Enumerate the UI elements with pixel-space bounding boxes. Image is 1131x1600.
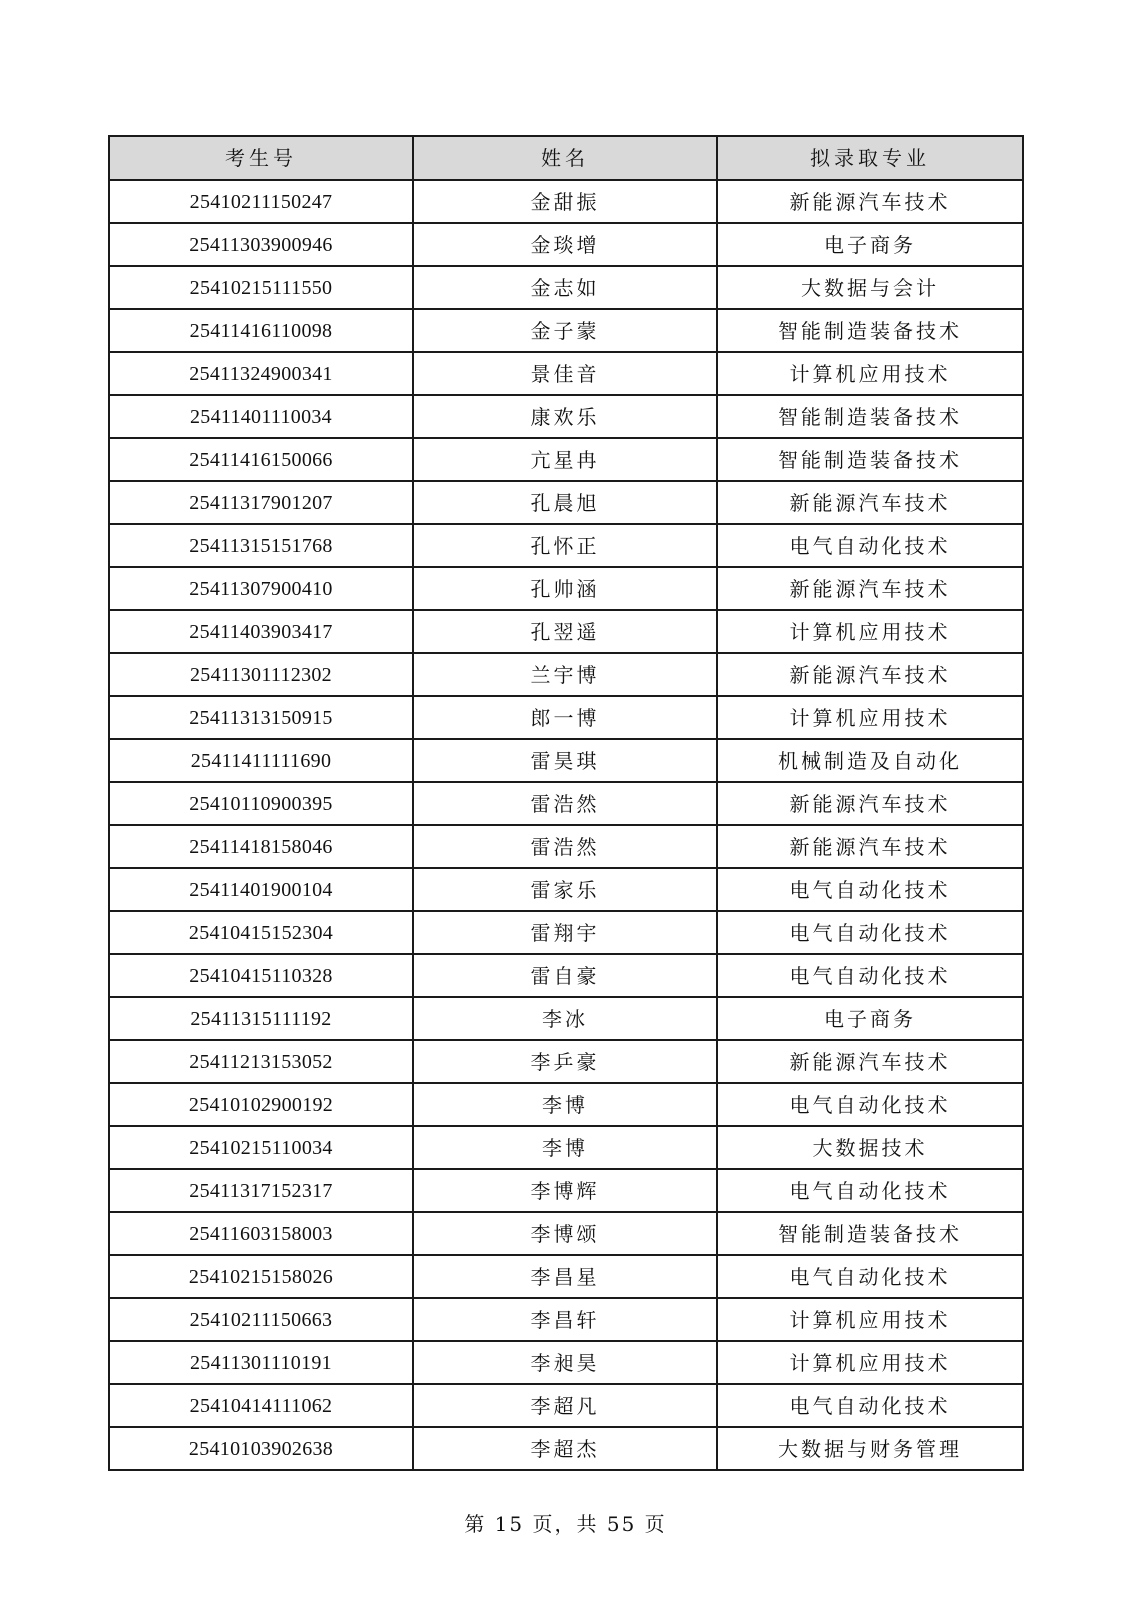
candidate-id-cell: 25411301112302 xyxy=(109,653,413,696)
major-cell: 智能制造装备技术 xyxy=(717,395,1023,438)
table-row xyxy=(109,223,1023,266)
major-cell: 电气自动化技术 xyxy=(717,868,1023,911)
candidate-id-cell: 25410215111550 xyxy=(109,266,413,309)
major-cell: 电气自动化技术 xyxy=(717,1384,1023,1427)
table-row xyxy=(109,1255,1023,1298)
student-name-cell: 李博 xyxy=(413,1083,717,1126)
header-candidate-id: 考生号 xyxy=(109,136,413,180)
major-cell: 智能制造装备技术 xyxy=(717,1212,1023,1255)
major-cell: 电气自动化技术 xyxy=(717,954,1023,997)
candidate-id-cell: 25410211150247 xyxy=(109,180,413,223)
candidate-id-cell: 25411303900946 xyxy=(109,223,413,266)
major-cell: 电子商务 xyxy=(717,223,1023,266)
table-row xyxy=(109,180,1023,223)
student-name-cell: 兰宇博 xyxy=(413,653,717,696)
major-cell: 新能源汽车技术 xyxy=(717,481,1023,524)
header-major: 拟录取专业 xyxy=(717,136,1023,180)
table-row xyxy=(109,1083,1023,1126)
table-row xyxy=(109,653,1023,696)
candidate-id-cell: 25411324900341 xyxy=(109,352,413,395)
major-cell: 新能源汽车技术 xyxy=(717,653,1023,696)
student-name-cell: 雷浩然 xyxy=(413,825,717,868)
table-row xyxy=(109,395,1023,438)
table-row xyxy=(109,1040,1023,1083)
candidate-id-cell: 25411315151768 xyxy=(109,524,413,567)
header-row xyxy=(109,136,1023,180)
table-row xyxy=(109,1126,1023,1169)
candidate-id-cell: 25411317152317 xyxy=(109,1169,413,1212)
candidate-id-cell: 25410414111062 xyxy=(109,1384,413,1427)
candidate-id-cell: 25411213153052 xyxy=(109,1040,413,1083)
table-row xyxy=(109,782,1023,825)
student-name-cell: 李博辉 xyxy=(413,1169,717,1212)
candidate-id-cell: 25410110900395 xyxy=(109,782,413,825)
student-name-cell: 李乒豪 xyxy=(413,1040,717,1083)
table-row xyxy=(109,567,1023,610)
table-row xyxy=(109,868,1023,911)
major-cell: 电气自动化技术 xyxy=(717,1255,1023,1298)
major-cell: 大数据与会计 xyxy=(717,266,1023,309)
major-cell: 电气自动化技术 xyxy=(717,524,1023,567)
major-cell: 智能制造装备技术 xyxy=(717,309,1023,352)
student-name-cell: 孔翌遥 xyxy=(413,610,717,653)
student-name-cell: 李超杰 xyxy=(413,1427,717,1470)
table-row xyxy=(109,825,1023,868)
major-cell: 电气自动化技术 xyxy=(717,911,1023,954)
student-name-cell: 孔怀正 xyxy=(413,524,717,567)
major-cell: 大数据与财务管理 xyxy=(717,1427,1023,1470)
candidate-id-cell: 25411315111192 xyxy=(109,997,413,1040)
major-cell: 计算机应用技术 xyxy=(717,610,1023,653)
candidate-id-cell: 25410215158026 xyxy=(109,1255,413,1298)
table-header xyxy=(109,136,1023,180)
candidate-id-cell: 25410103902638 xyxy=(109,1427,413,1470)
table-row xyxy=(109,1341,1023,1384)
table-row xyxy=(109,610,1023,653)
student-name-cell: 亢星冉 xyxy=(413,438,717,481)
student-name-cell: 雷昊琪 xyxy=(413,739,717,782)
student-name-cell: 李昌轩 xyxy=(413,1298,717,1341)
major-cell: 新能源汽车技术 xyxy=(717,1040,1023,1083)
candidate-id-cell: 25411307900410 xyxy=(109,567,413,610)
student-name-cell: 孔帅涵 xyxy=(413,567,717,610)
student-name-cell: 雷浩然 xyxy=(413,782,717,825)
student-name-cell: 雷翔宇 xyxy=(413,911,717,954)
student-name-cell: 康欢乐 xyxy=(413,395,717,438)
table-row xyxy=(109,438,1023,481)
student-name-cell: 景佳音 xyxy=(413,352,717,395)
student-name-cell: 金琰增 xyxy=(413,223,717,266)
table-row xyxy=(109,524,1023,567)
student-name-cell: 李昶昊 xyxy=(413,1341,717,1384)
table-row xyxy=(109,1169,1023,1212)
candidate-id-cell: 25411418158046 xyxy=(109,825,413,868)
table-row xyxy=(109,696,1023,739)
table-row xyxy=(109,1384,1023,1427)
student-name-cell: 金子蒙 xyxy=(413,309,717,352)
candidate-id-cell: 25410211150663 xyxy=(109,1298,413,1341)
table-row xyxy=(109,481,1023,524)
table-body xyxy=(109,180,1023,1470)
major-cell: 智能制造装备技术 xyxy=(717,438,1023,481)
major-cell: 电子商务 xyxy=(717,997,1023,1040)
major-cell: 计算机应用技术 xyxy=(717,1341,1023,1384)
candidate-id-cell: 25411401900104 xyxy=(109,868,413,911)
candidate-id-cell: 25411313150915 xyxy=(109,696,413,739)
table-row xyxy=(109,309,1023,352)
table-row xyxy=(109,1212,1023,1255)
major-cell: 计算机应用技术 xyxy=(717,696,1023,739)
table-row xyxy=(109,911,1023,954)
candidate-id-cell: 25411416150066 xyxy=(109,438,413,481)
candidate-id-cell: 25410215110034 xyxy=(109,1126,413,1169)
student-name-cell: 金志如 xyxy=(413,266,717,309)
candidate-id-cell: 25411403903417 xyxy=(109,610,413,653)
student-name-cell: 李昌星 xyxy=(413,1255,717,1298)
table-row xyxy=(109,1298,1023,1341)
major-cell: 电气自动化技术 xyxy=(717,1169,1023,1212)
major-cell: 新能源汽车技术 xyxy=(717,825,1023,868)
table-row xyxy=(109,352,1023,395)
candidate-id-cell: 25411603158003 xyxy=(109,1212,413,1255)
student-name-cell: 李超凡 xyxy=(413,1384,717,1427)
candidate-id-cell: 25410102900192 xyxy=(109,1083,413,1126)
student-name-cell: 李博 xyxy=(413,1126,717,1169)
page-number: 第 15 页，共 55 页 xyxy=(464,1512,667,1536)
candidate-id-cell: 25411317901207 xyxy=(109,481,413,524)
major-cell: 机械制造及自动化 xyxy=(717,739,1023,782)
major-cell: 新能源汽车技术 xyxy=(717,567,1023,610)
table-row xyxy=(109,739,1023,782)
admission-table xyxy=(108,135,1024,1471)
major-cell: 计算机应用技术 xyxy=(717,1298,1023,1341)
major-cell: 大数据技术 xyxy=(717,1126,1023,1169)
table-row xyxy=(109,997,1023,1040)
major-cell: 新能源汽车技术 xyxy=(717,782,1023,825)
table-row xyxy=(109,954,1023,997)
header-name: 姓名 xyxy=(413,136,717,180)
student-name-cell: 郎一博 xyxy=(413,696,717,739)
student-name-cell: 孔晨旭 xyxy=(413,481,717,524)
table-row xyxy=(109,1427,1023,1470)
table-row xyxy=(109,266,1023,309)
student-name-cell: 李冰 xyxy=(413,997,717,1040)
candidate-id-cell: 25411301110191 xyxy=(109,1341,413,1384)
candidate-id-cell: 25410415110328 xyxy=(109,954,413,997)
candidate-id-cell: 25411411111690 xyxy=(109,739,413,782)
major-cell: 计算机应用技术 xyxy=(717,352,1023,395)
candidate-id-cell: 25411416110098 xyxy=(109,309,413,352)
candidate-id-cell: 25411401110034 xyxy=(109,395,413,438)
student-name-cell: 金甜振 xyxy=(413,180,717,223)
major-cell: 新能源汽车技术 xyxy=(717,180,1023,223)
major-cell: 电气自动化技术 xyxy=(717,1083,1023,1126)
student-name-cell: 雷家乐 xyxy=(413,868,717,911)
candidate-id-cell: 25410415152304 xyxy=(109,911,413,954)
student-name-cell: 雷自豪 xyxy=(413,954,717,997)
student-name-cell: 李博颂 xyxy=(413,1212,717,1255)
